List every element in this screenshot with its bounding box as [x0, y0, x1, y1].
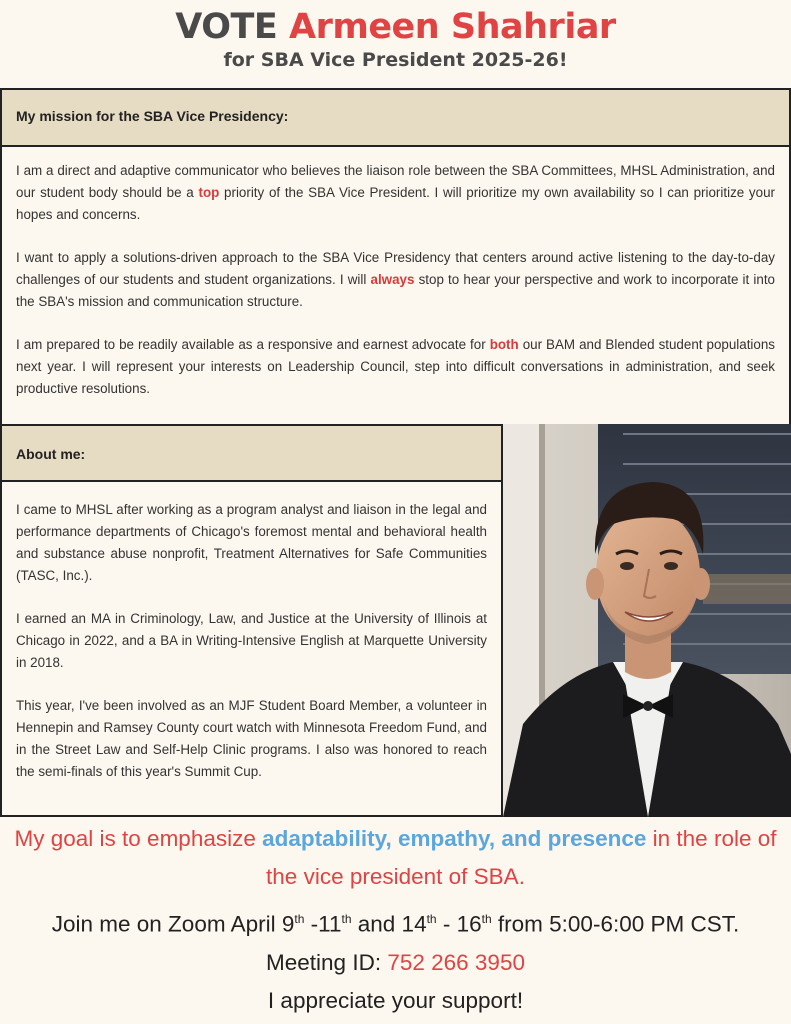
page-subtitle: for SBA Vice President 2025-26!	[223, 49, 568, 71]
join-text-b: -11	[304, 911, 342, 937]
mission-p2-highlight: always	[370, 272, 415, 287]
join-text-d: - 16	[436, 911, 482, 937]
page-title	[0, 6, 791, 48]
about-heading: About me:	[2, 426, 501, 482]
join-sup-3: th	[426, 912, 437, 926]
about-paragraph-3: This year, I've been involved as an MJF Student Board Member, a volunteer in Hennepin and Ramsey County court watch with Minnesota Freedom Fund, and in the Street Law and Self-Help Clinic programs. I also was honored to reach the semi-finals of this year's Summit Cup.	[16, 698, 487, 779]
about-paragraph-2: I earned an MA in Criminology, Law, and Justice at the University of Illinois at Chicago in 2022, and a BA in Writing-Intensive English at Marquette University in 2018.	[16, 611, 487, 670]
mission-paragraph-1	[16, 160, 775, 226]
meeting-label: Meeting ID:	[266, 949, 388, 975]
join-sup-1: th	[294, 912, 305, 926]
about-section	[0, 424, 503, 817]
about-body	[2, 482, 501, 783]
candidate-name: Armeen Shahriar	[289, 7, 616, 47]
mission-p1-highlight: top	[198, 185, 220, 200]
candidate-photo	[503, 424, 791, 817]
candidate-portrait-illustration	[503, 424, 791, 817]
join-text-a: Join me on Zoom April 9	[51, 911, 295, 937]
mission-p3-text-a: I am prepared to be readily available as a responsive and earnest advocate for	[16, 337, 490, 352]
mission-heading: My mission for the SBA Vice Presidency:	[2, 90, 789, 147]
join-text-c: and 14	[351, 911, 427, 937]
mission-p1-text-b: priority of the SBA Vice President. I will prioritize my own availability so I can prioritize your hopes and concerns.	[16, 185, 775, 222]
mission-p2-text-a: I want to apply a solutions-driven approach to the SBA Vice Presidency that centers around active listening to the day-to-day challenges of our students and student organizations. I will	[16, 250, 775, 287]
goal-text-b: in the role of the vice president of SBA.	[266, 826, 777, 889]
mission-p3-highlight: both	[489, 337, 519, 352]
about-paragraph-1: I came to MHSL after working as a program analyst and liaison in the legal and performance departments of Chicago's foremost mental and behavioral health and substance abuse nonprofit, Treatment Alternatives for Safe Communities (TASC, Inc.).	[16, 502, 487, 583]
goal-statement	[0, 820, 791, 896]
goal-highlight: adaptability, empathy, and presence	[262, 826, 647, 851]
zoom-schedule	[0, 900, 791, 944]
mission-section	[0, 88, 791, 426]
mission-paragraph-2	[16, 247, 775, 313]
goal-text-a: My goal is to emphasize	[14, 826, 263, 851]
mission-paragraph-3	[16, 334, 775, 400]
title-block	[0, 0, 791, 72]
mission-p2-text-b: stop to hear your perspective and work to incorporate it into the SBA's mission and communication structure.	[16, 272, 775, 309]
mission-p3-text-b: our BAM and Blended student populations next year. I will represent your interests on Leadership Council, step into difficult conversations in administration, and seek productive resolutions.	[16, 337, 775, 396]
join-sup-4: th	[481, 912, 492, 926]
footer	[0, 820, 791, 1020]
title-vote: VOTE	[175, 7, 278, 47]
meeting-id: 752 266 3950	[387, 949, 525, 975]
mission-body	[2, 147, 789, 400]
mission-p1-text-a: I am a direct and adaptive communicator who believes the liaison role between the SBA Committees, MHSL Administration, and our student body should be a	[16, 163, 775, 200]
join-sup-2: th	[341, 912, 352, 926]
thanks-line: I appreciate your support!	[267, 987, 524, 1013]
meeting-id-line	[0, 944, 791, 982]
join-text-e: from 5:00-6:00 PM CST.	[491, 911, 740, 937]
